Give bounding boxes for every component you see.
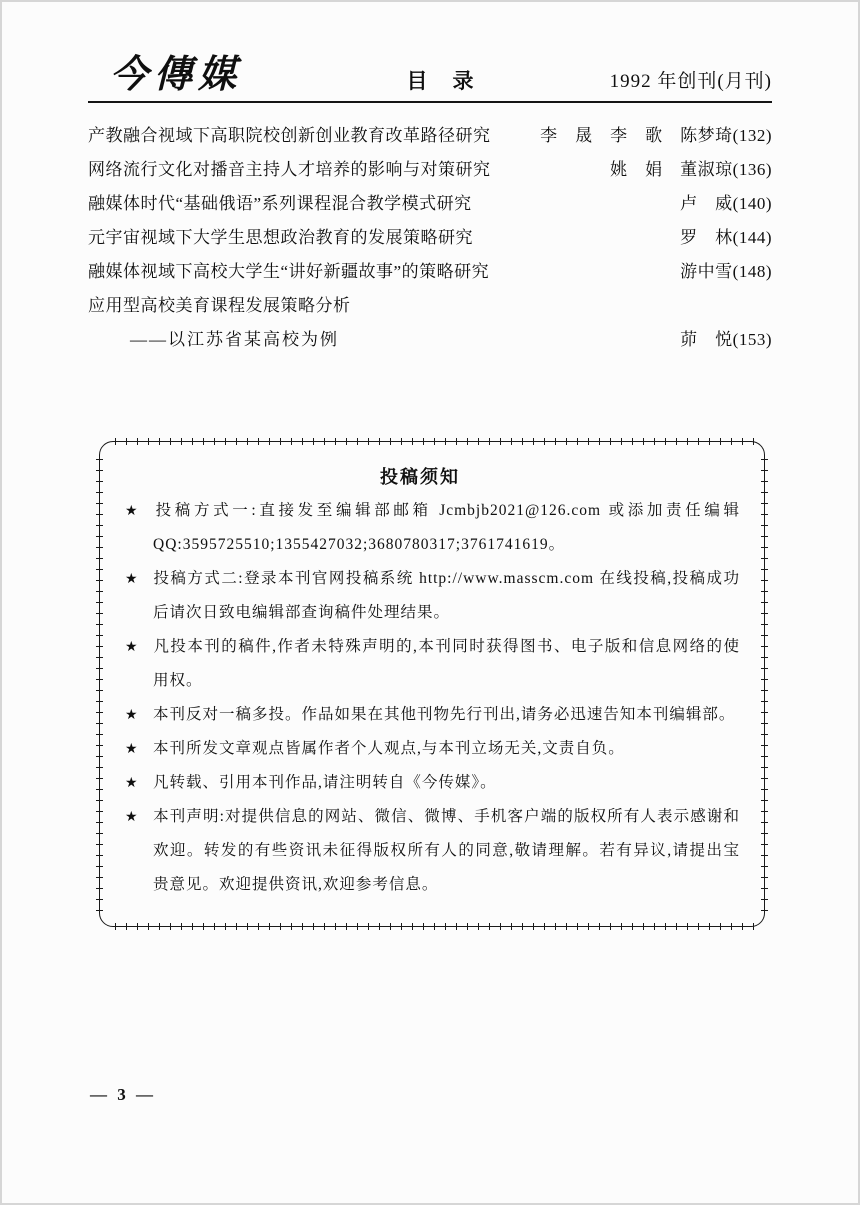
article-authors-page [610, 153, 772, 187]
notice-text: 本刊声明:对提供信息的网站、微信、微博、手机客户端的版权所有人表示感谢和欢迎。转发的有些资讯未征得版权所有人的同意,敬请理解。若有异议,请提出宝贵意见。欢迎提供资讯,欢迎参考信息。 [153, 808, 740, 893]
article-title: 元宇宙视域下大学生思想政治教育的发展策略研究 [88, 228, 473, 247]
article-authors: 罗 林 [680, 228, 733, 247]
notice-text: 本刊反对一稿多投。作品如果在其他刊物先行刊出,请务必迅速告知本刊编辑部。 [153, 706, 736, 723]
toc-row [88, 289, 772, 323]
star-icon: ★ [125, 503, 138, 519]
page-header [88, 56, 772, 103]
border-ticks-bottom [110, 923, 754, 930]
border-ticks-right [761, 452, 768, 916]
star-icon: ★ [125, 571, 138, 587]
article-title: 融媒体视域下高校大学生“讲好新疆故事”的策略研究 [88, 262, 490, 281]
article-authors: 李 晟 李 歌 陈梦琦 [540, 126, 733, 145]
article-page: (148) [732, 262, 772, 281]
journal-logo: 今傳媒 [110, 54, 243, 96]
border-ticks-top [110, 438, 754, 445]
article-page: (132) [732, 126, 772, 145]
notice-text: 本刊所发文章观点皆属作者个人观点,与本刊立场无关,文责自负。 [153, 740, 625, 757]
article-title: 应用型高校美育课程发展策略分析 [88, 296, 351, 315]
founding-info: 1992 年创刊(月刊) [609, 71, 773, 93]
article-title: 产教融合视域下高职院校创新创业教育改革路径研究 [88, 126, 491, 145]
toc-row-subtitle [88, 323, 772, 357]
notice-item [100, 562, 740, 630]
notice-item [100, 800, 740, 902]
article-page: (140) [732, 194, 772, 213]
submission-notice-box [99, 441, 765, 927]
article-authors-page [680, 221, 772, 255]
star-icon: ★ [125, 775, 138, 791]
notice-item [100, 630, 740, 698]
notice-title: 投稿须知 [380, 467, 460, 487]
toc-list [88, 119, 772, 357]
toc-heading: 目 录 [406, 68, 476, 93]
star-icon: ★ [125, 741, 138, 757]
notice-item [100, 698, 740, 732]
article-authors: 游中雪 [680, 262, 733, 281]
article-authors-page [540, 119, 772, 153]
toc-row [88, 153, 772, 187]
article-page: (144) [732, 228, 772, 247]
article-page: (136) [732, 160, 772, 179]
star-icon: ★ [125, 707, 138, 723]
toc-row [88, 255, 772, 289]
notice-item [100, 766, 740, 800]
article-authors-page [680, 187, 772, 221]
toc-row [88, 221, 772, 255]
star-icon: ★ [125, 809, 138, 825]
article-page: (153) [732, 330, 772, 349]
notice-text: 凡转载、引用本刊作品,请注明转自《今传媒》。 [153, 774, 497, 791]
notice-text: 凡投本刊的稿件,作者未特殊声明的,本刊同时获得图书、电子版和信息网络的使用权。 [153, 638, 740, 689]
article-subtitle: ——以江苏省某高校为例 [130, 330, 339, 349]
toc-row [88, 119, 772, 153]
notice-text: 投稿方式一:直接发至编辑部邮箱 Jcmbjb2021@126.com 或添加责任编辑 QQ:3595725510;1355427032;3680780317;3761741619。 [153, 502, 740, 553]
article-authors: 茆 悦 [680, 330, 733, 349]
notice-item [100, 732, 740, 766]
article-title: 网络流行文化对播音主持人才培养的影响与对策研究 [88, 160, 491, 179]
notice-item [100, 494, 740, 562]
star-icon: ★ [125, 639, 138, 655]
article-authors-page [680, 255, 772, 289]
page-number: — 3 — [90, 1085, 156, 1104]
article-title: 融媒体时代“基础俄语”系列课程混合教学模式研究 [88, 194, 472, 213]
toc-row [88, 187, 772, 221]
notice-text: 投稿方式二:登录本刊官网投稿系统 http://www.masscm.com 在线投稿,投稿成功后请次日致电编辑部查询稿件处理结果。 [153, 570, 740, 621]
article-authors: 卢 威 [680, 194, 733, 213]
article-authors: 姚 娟 董淑琼 [610, 160, 733, 179]
article-authors-page [680, 323, 772, 357]
